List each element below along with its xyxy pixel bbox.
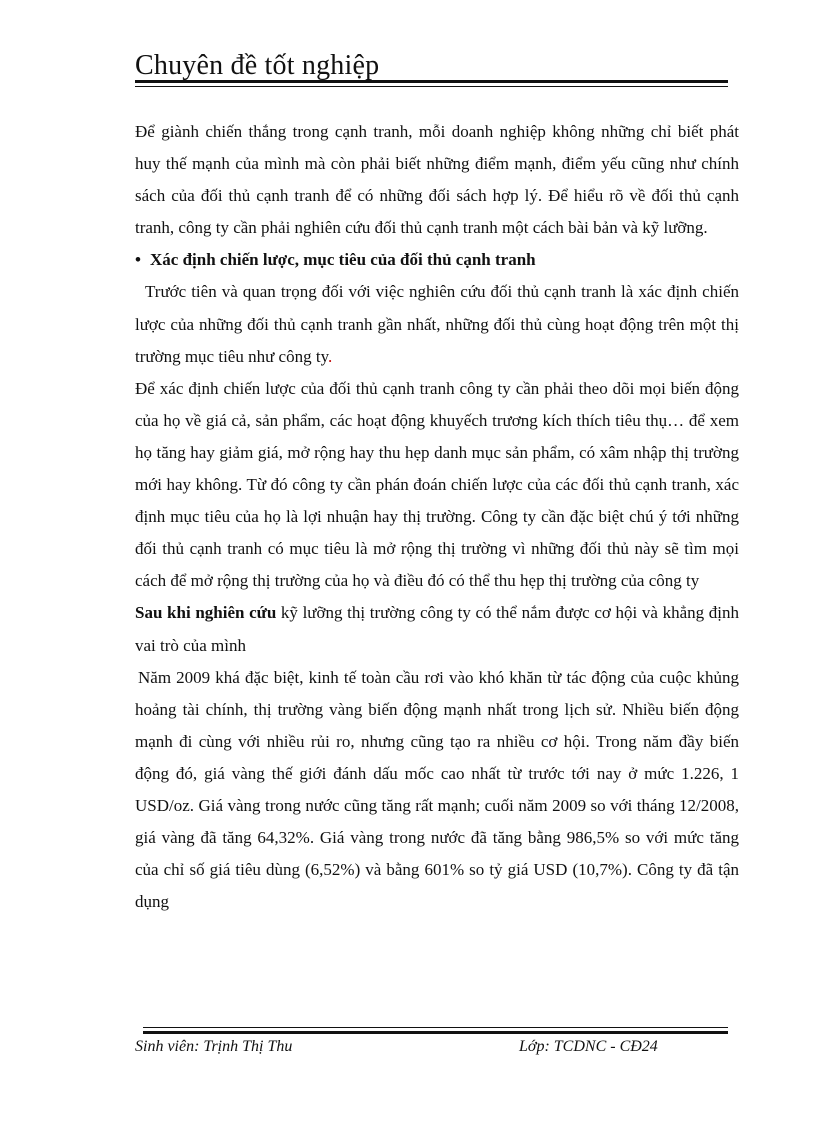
paragraph-strategy-text: Trước tiên và quan trọng đối với việc nghiên cứu đối thủ cạnh tranh là xác định chiến lược của những đối thủ cạnh tranh gần nhất, những đối thủ cùng hoạt động trên một thị trường mục tiêu như công ty <box>135 282 739 366</box>
paragraph-research <box>135 597 739 661</box>
page-header-title: Chuyên đề tốt nghiệp <box>135 50 380 81</box>
bullet-icon: • <box>135 250 141 270</box>
document-body <box>135 116 739 918</box>
paragraph-research-bold: Sau khi nghiên cứu <box>135 603 277 623</box>
header-rule <box>135 80 728 83</box>
bullet-heading <box>135 244 739 276</box>
paragraph-strategy-end: . <box>327 346 333 366</box>
footer-rule <box>143 1031 728 1034</box>
paragraph-research-text: kỹ lưỡng thị trường công ty có thể nắm được cơ hội và khẳng định vai trò của mình <box>135 603 739 655</box>
paragraph-tracking: Để xác định chiến lược của đối thủ cạnh tranh công ty cần phải theo dõi mọi biến động của họ về giá cả, sản phẩm, các hoạt động khuyếch trương kích thích tiêu thụ… để xem họ tăng hay giảm giá, mở rộng hay thu hẹp danh mục sản phẩm, có xâm nhập thị trường mới hay không. Từ đó công ty cần phán đoán chiến lược của các đối thủ cạnh tranh, xác định mục tiêu của họ là lợi nhuận hay thị trường. Công ty cần đặc biệt chú ý tới những đối thủ cạnh tranh có mục tiêu là mở rộng thị trường vì những đối thủ này sẽ tìm mọi cách để mở rộng thị trường của họ và điều đó có thể thu hẹp thị trường của công ty <box>135 378 739 591</box>
paragraph-intro: Để giành chiến thắng trong cạnh tranh, mỗi doanh nghiệp không những chỉ biết phát huy thế mạnh của mình mà còn phải biết những điểm mạnh, điểm yếu cũng như chính sách của đối thủ cạnh tranh để có những đối sách hợp lý. Để hiểu rõ về đối thủ cạnh tranh, công ty cần phải nghiên cứu đối thủ cạnh tranh một cách bài bản và kỹ lưỡng. <box>135 122 739 238</box>
bullet-heading-text: Xác định chiến lược, mục tiêu của đối thủ cạnh tranh <box>150 250 536 270</box>
footer-class: Lớp: TCDNC - CĐ24 <box>519 1038 658 1055</box>
paragraph-strategy <box>135 276 739 372</box>
header-rule-thin <box>135 86 728 87</box>
paragraph-2009: Năm 2009 khá đặc biệt, kinh tế toàn cầu rơi vào khó khăn từ tác động của cuộc khủng hoảng tài chính, thị trường vàng biến động mạnh nhất trong lịch sử. Nhiều biến động mạnh đi cùng với nhiều rủi ro, nhưng cũng tạo ra nhiều cơ hội. Trong năm đầy biến động đó, giá vàng thế giới đánh dấu mốc cao nhất từ trước tới nay ở mức 1.226, 1 USD/oz. Giá vàng trong nước cũng tăng rất mạnh; cuối năm 2009 so với tháng 12/2008, giá vàng đã tăng 64,32%. Giá vàng trong nước đã tăng bằng 986,5% so với mức tăng của chỉ số giá tiêu dùng (6,52%) và bằng 601% so tỷ giá USD (10,7%). Công ty đã tận dụng <box>135 667 739 912</box>
footer-rule-thin <box>143 1027 728 1028</box>
footer-student: Sinh viên: Trịnh Thị Thu <box>135 1038 293 1055</box>
